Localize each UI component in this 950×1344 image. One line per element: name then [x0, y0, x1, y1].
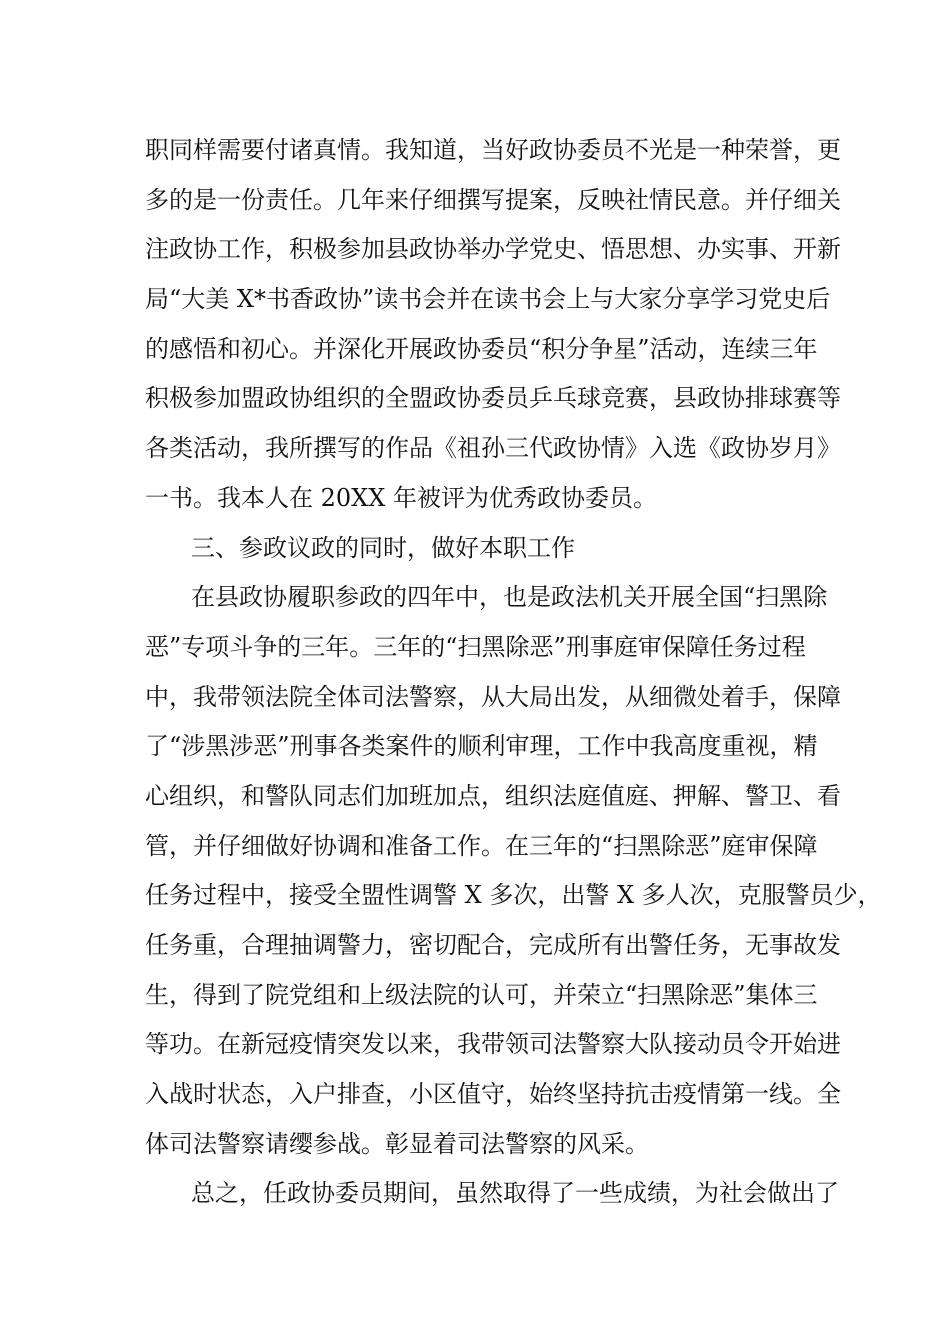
- text-line: 注政协工作，积极参加县政协举办学党史、悟思想、办实事、开新: [145, 235, 841, 264]
- text-line: 生，得到了院党组和上级法院的认可，并荣立“扫黑除恶”集体三: [145, 980, 818, 1009]
- text-line: 一书。我本人在 20XX 年被评为优秀政协委员。: [145, 483, 657, 512]
- text-line: 任务重，合理抽调警力，密切配合，完成所有出警任务，无事故发: [145, 931, 841, 959]
- text-line: 积极参加盟政协组织的全盟政协委员乒乓球竞赛，县政协排球赛等: [145, 384, 841, 413]
- text-line: 职同样需要付诸真情。我知道，当好政协委员不光是一种荣誉，更: [145, 136, 841, 164]
- text-line: 中，我带领法院全体司法警察，从大局出发，从细微处着手，保障: [145, 682, 841, 711]
- text-line: 了“涉黑涉恶”刑事各类案件的顺利审理，工作中我高度重视，精: [145, 732, 818, 761]
- text-line: 入战时状态，入户排查，小区值守，始终坚持抗击疫情第一线。全: [145, 1080, 841, 1109]
- text-line: 各类活动，我所撰写的作品《祖孙三代政协情》入选《政协岁月》: [145, 434, 841, 463]
- text-line: 心组织，和警队同志们加班加点，组织法庭值庭、押解、警卫、看: [145, 781, 841, 810]
- text-line: 体司法警察请缨参战。彰显着司法警察的风采。: [145, 1129, 649, 1158]
- text-line: 局“大美 X*书香政协”读书会并在读书会上与大家分享学习党史后: [145, 285, 831, 314]
- text-line: 多的是一份责任。几年来仔细撰写提案，反映社情民意。并仔细关: [145, 185, 841, 214]
- section-heading: 三、参政议政的同时，做好本职工作: [191, 533, 575, 562]
- document-body: [145, 126, 882, 1219]
- text-line: 等功。在新冠疫情突发以来，我带领司法警察大队接动员令开始进: [145, 1030, 841, 1059]
- paragraph-start-line: 在县政协履职参政的四年中，也是政法机关开展全国“扫黑除: [191, 583, 828, 612]
- text-line: 管，并仔细做好协调和准备工作。在三年的“扫黑除恶”庭审保障: [145, 831, 818, 860]
- text-line: 任务过程中，接受全盟性调警 X 多次，出警 X 多人次，克服警员少，: [145, 881, 882, 910]
- text-line: 恶”专项斗争的三年。三年的“扫黑除恶”刑事庭审保障任务过程: [145, 632, 806, 661]
- text-line: 的感悟和初心。并深化开展政协委员“积分争星”活动，连续三年: [145, 334, 818, 363]
- paragraph-start-line: 总之，任政协委员期间，虽然取得了一些成绩，为社会做出了: [191, 1179, 839, 1208]
